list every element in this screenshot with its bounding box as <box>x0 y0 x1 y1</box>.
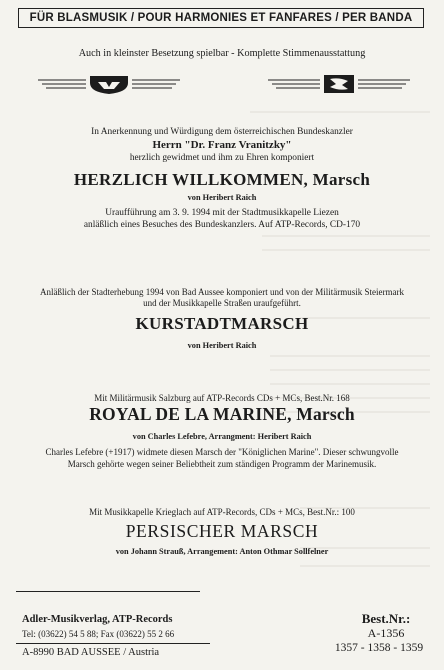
dedication-line: In Anerkennung und Würdigung dem österreichischen Bundeskanzler <box>91 127 353 137</box>
piece-composer: von Heribert Raich <box>187 193 257 202</box>
dedication-line-2: herzlich gewidmet und ihm zu Ehren komponiert <box>129 153 315 163</box>
piece-title-herzlich-willkommen: HERZLICH WILLKOMMEN, Marsch <box>73 170 371 189</box>
publisher-emblem-right-icon <box>264 73 414 95</box>
piece-intro: Anläßlich der Stadterhebung 1994 von Bad Aussee komponiert und von der Militärmusik Steiermark <box>40 287 404 297</box>
piece-description: Charles Lefebre (+1917) widmete diesen Marsch der "Königlichen Marine". Dieser schwungvolle <box>45 447 399 457</box>
order-number-list: 1357 - 1358 - 1359 <box>334 642 424 654</box>
dedicatee: Herrn "Dr. Franz Vranitzky" <box>152 139 292 151</box>
piece-title-persischer-marsch: PERSISCHER MARSCH <box>125 521 319 541</box>
piece-composer: von Heribert Raich <box>187 341 257 350</box>
premiere-note: Uraufführung am 3. 9. 1994 mit der Stadtmusikkapelle Liezen <box>105 208 339 218</box>
publisher-phone: Tel: (03622) 54 5 88; Fax (03622) 55 2 66 <box>22 629 175 639</box>
order-number-label: Best.Nr.: <box>361 611 411 626</box>
piece-description-2: Marsch gehörte wegen seiner Beliebtheit zum ständigen Programm der Marinemusik. <box>67 459 377 469</box>
publisher-name: Adler-Musikverlag, ATP-Records <box>22 614 173 625</box>
recording-note: Mit Militärmusik Salzburg auf ATP-Records CDs + MCs, Best.Nr. 168 <box>94 393 350 403</box>
footer-rule <box>16 591 200 592</box>
premiere-note-2: anläßlich eines Besuches des Bundeskanzlers. Auf ATP-Records, CD-170 <box>83 220 361 230</box>
recording-note: Mit Musikkapelle Krieglach auf ATP-Records, CDs + MCs, Best.Nr.: 100 <box>89 507 355 517</box>
piece-title-kurstadtmarsch: KURSTADTMARSCH <box>135 314 309 333</box>
piece-title-royal-de-la-marine: ROYAL DE LA MARINE, Marsch <box>89 404 355 424</box>
piece-composer: von Charles Lefebre, Arrangment: Heribert Raich <box>132 432 312 441</box>
piece-composer: von Johann Strauß, Arrangement: Anton Othmar Sollfelner <box>115 547 329 556</box>
publisher-address: A-8990 BAD AUSSEE / Austria <box>22 647 160 658</box>
tagline: Auch in kleinster Besetzung spielbar - Komplette Stimmenausstattung <box>78 48 366 59</box>
order-number-main: A-1356 <box>367 626 405 640</box>
publisher-emblem-left-icon <box>34 73 184 95</box>
footer-rule-2 <box>16 643 210 644</box>
genre-banner: FÜR BLASMUSIK / POUR HARMONIES ET FANFARES / PER BANDA <box>18 8 424 28</box>
piece-intro-2: und der Musikkapelle Straßen uraufgeführt. <box>143 298 301 308</box>
